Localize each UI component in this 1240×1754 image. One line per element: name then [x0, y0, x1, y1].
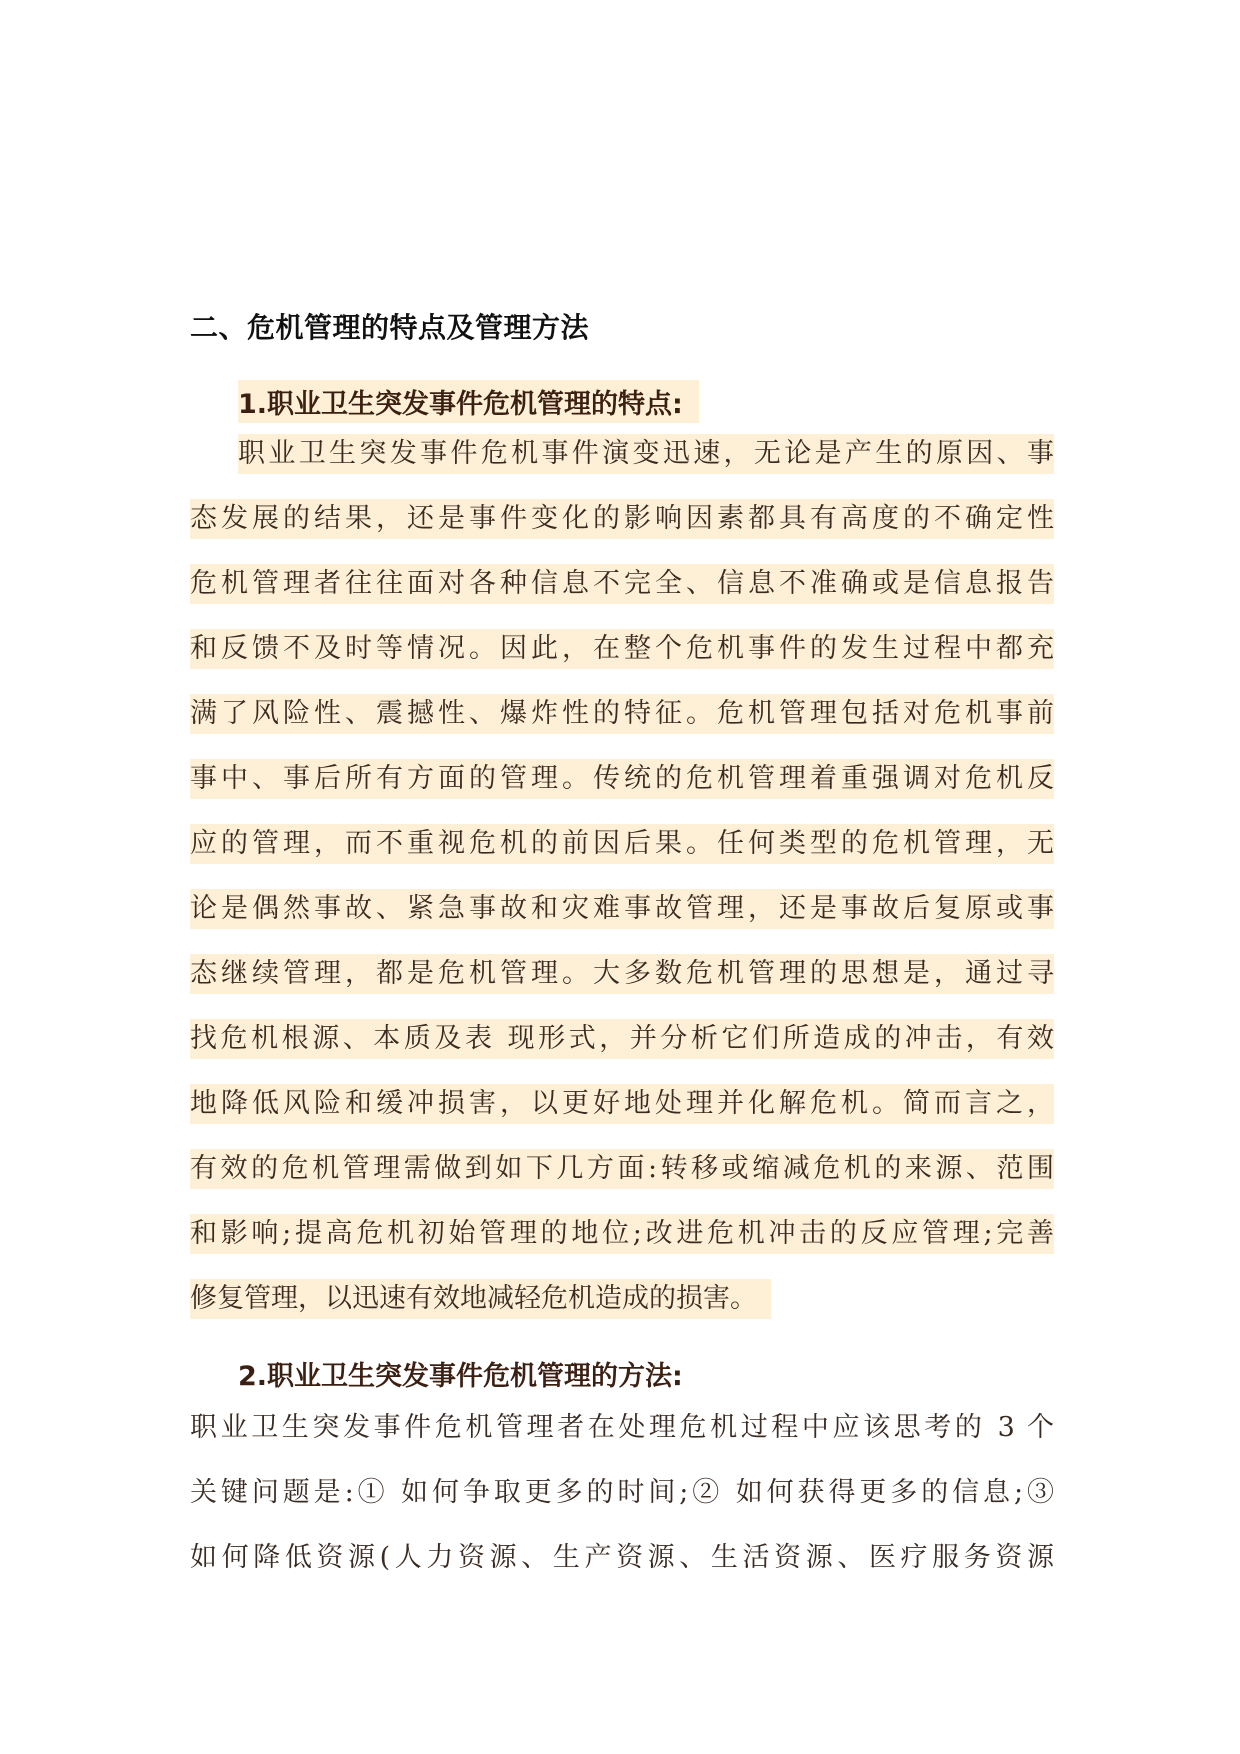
paragraph-line: 地降低风险和缓冲损害，以更好地处理并化解危机。简而言之，: [190, 1084, 1054, 1124]
paragraph-line: 危机管理者往往面对各种信息不完全、信息不准确或是信息报告: [190, 564, 1054, 604]
paragraph-line: 有效的危机管理需做到如下几方面:转移或缩减危机的来源、范围: [190, 1149, 1054, 1189]
paragraph-line: 态继续管理，都是危机管理。大多数危机管理的思想是，通过寻: [190, 954, 1054, 994]
paragraph-line: 和反馈不及时等情况。因此，在整个危机事件的发生过程中都充: [190, 629, 1054, 669]
subsection-heading-characteristics: 1.职业卫生突发事件危机管理的特点:: [238, 380, 699, 423]
paragraph-line: 事中、事后所有方面的管理。传统的危机管理着重强调对危机反: [190, 759, 1054, 799]
paragraph-line: 职业卫生突发事件危机事件演变迅速，无论是产生的原因、事: [238, 434, 1054, 474]
paragraph-line: 如何降低资源(人力资源、生产资源、生活资源、医疗服务资源: [190, 1542, 1054, 1573]
section-title: 二、危机管理的特点及管理方法: [190, 311, 590, 344]
paragraph-line: 态发展的结果，还是事件变化的影响因素都具有高度的不确定性: [190, 499, 1054, 539]
paragraph-line: 关键问题是:① 如何争取更多的时间;② 如何获得更多的信息;③: [190, 1477, 1054, 1508]
paragraph-line: 找危机根源、本质及表 现形式，并分析它们所造成的冲击，有效: [190, 1019, 1054, 1059]
paragraph-line: 满了风险性、震撼性、爆炸性的特征。危机管理包括对危机事前: [190, 694, 1054, 734]
paragraph-line: 应的管理，而不重视危机的前因后果。任何类型的危机管理，无: [190, 824, 1054, 864]
paragraph-line: 和影响;提高危机初始管理的地位;改进危机冲击的反应管理;完善: [190, 1214, 1054, 1254]
paragraph-line: 修复管理，以迅速有效地减轻危机造成的损害。: [190, 1279, 771, 1319]
paragraph-line: 论是偶然事故、紧急事故和灾难事故管理，还是事故后复原或事: [190, 889, 1054, 929]
subsection-heading-methods: 2.职业卫生突发事件危机管理的方法:: [238, 1361, 683, 1392]
paragraph-line: 职业卫生突发事件危机管理者在处理危机过程中应该思考的 3 个: [190, 1412, 1054, 1443]
